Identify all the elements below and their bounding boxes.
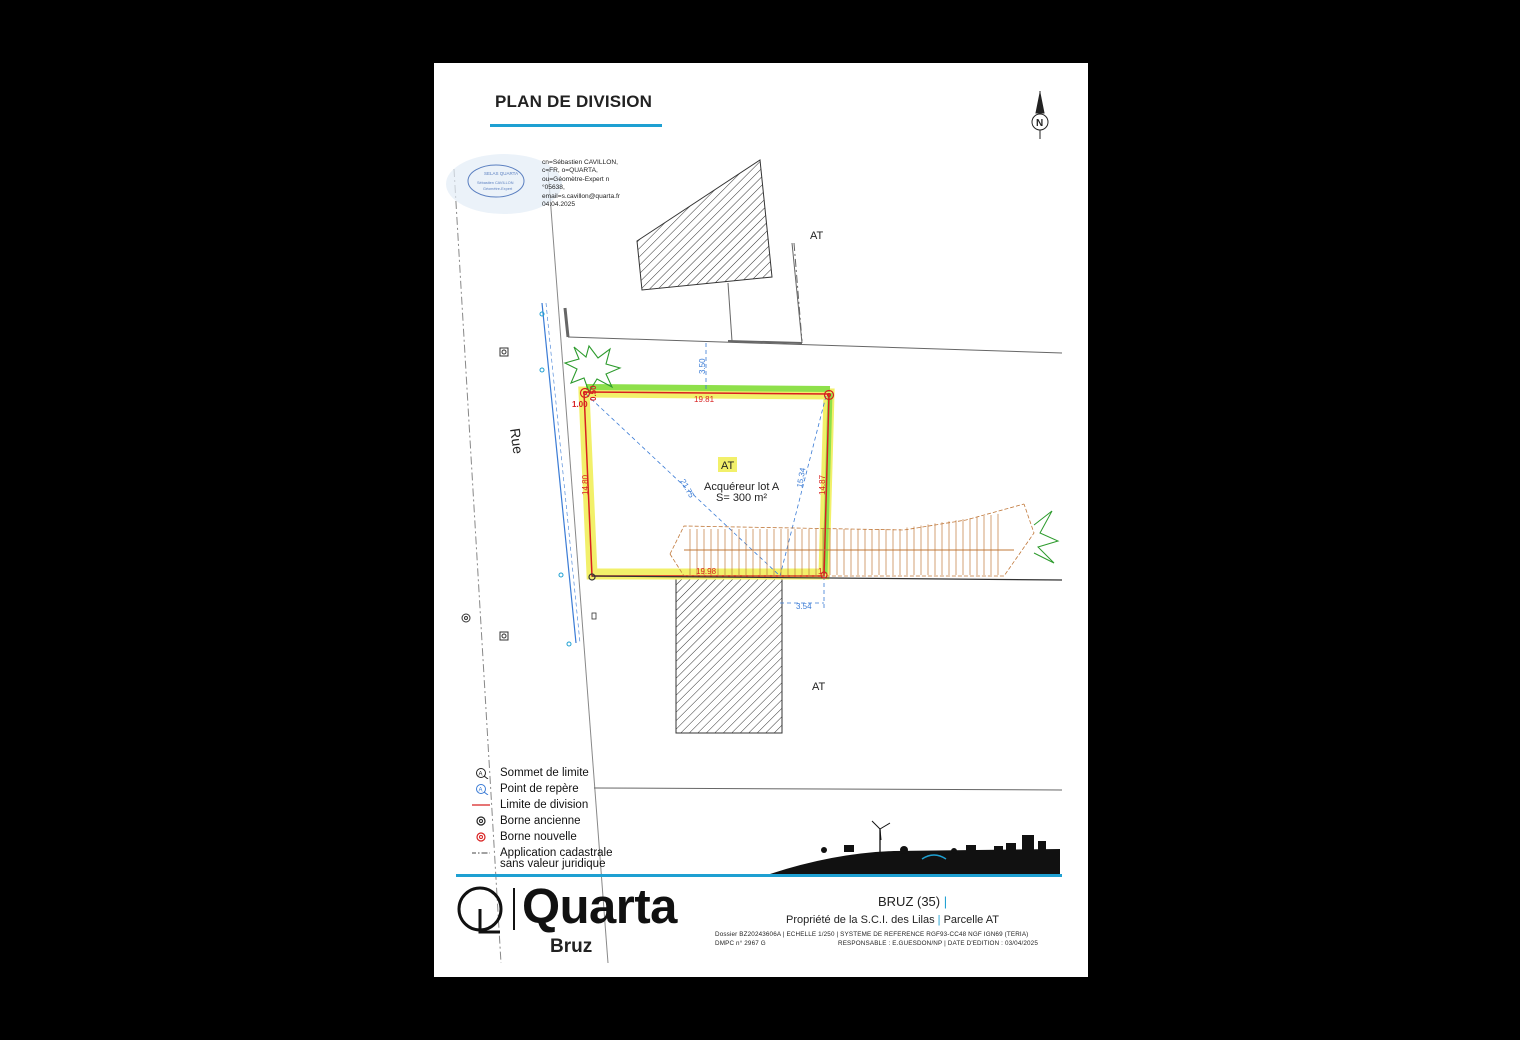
borne-nouvelle-icon xyxy=(472,831,490,843)
dim-bottom: 19.98 xyxy=(696,567,717,576)
svg-text:SELAS QUARTA: SELAS QUARTA xyxy=(484,171,519,176)
dim-offset-bottom: 3.54 xyxy=(796,602,812,611)
street-label: Rue xyxy=(507,427,527,455)
repere-icon xyxy=(472,783,490,795)
legend-item: Borne ancienne xyxy=(466,813,613,829)
svg-text:Géomètre-Expert: Géomètre-Expert xyxy=(483,187,513,191)
parcel-label-lot: AT xyxy=(721,460,735,472)
legend xyxy=(466,765,613,872)
legend-item: Limite de division xyxy=(466,797,613,813)
legend-item: A Point de repère xyxy=(466,781,613,797)
parcel-label-north: AT xyxy=(810,230,824,242)
ramp-ticks xyxy=(690,514,998,575)
plan-sheet xyxy=(434,63,1088,977)
limite-icon xyxy=(472,799,490,811)
building-north xyxy=(637,160,772,290)
signature-line: ou=Géomètre-Expert n xyxy=(542,175,610,183)
brand-name: Quarta xyxy=(522,880,677,934)
logo-separator xyxy=(513,888,515,930)
signature-line: email=s.cavillon@quarta.fr xyxy=(542,192,620,200)
parcel-boundaries xyxy=(565,243,1062,790)
dim-right: 14.87 xyxy=(818,474,827,495)
dim-diag1: 21.75 xyxy=(678,477,697,500)
building-south xyxy=(676,579,782,733)
footer-dmpc: DMPC n° 2967 G xyxy=(715,940,766,947)
dim-diag2: 15.34 xyxy=(795,467,808,489)
dim-left: 14.80 xyxy=(581,474,590,495)
page-title: PLAN DE DIVISION xyxy=(495,92,653,111)
ramp-end-tree xyxy=(1034,511,1058,563)
parcel-label-south: AT xyxy=(812,681,826,693)
signature-line: c=FR, o=QUARTA, xyxy=(542,167,598,175)
footer-owner: Propriété de la S.C.I. des Lilas | Parcelle AT xyxy=(786,914,999,926)
dim-corner-c: 1 xyxy=(818,567,823,576)
legend-item: Borne nouvelle xyxy=(466,829,613,845)
svg-text:Sébastien CAVILLON: Sébastien CAVILLON xyxy=(477,181,514,185)
signature-line: 04.04.2025 xyxy=(542,201,576,209)
borne-ancienne-icon xyxy=(472,815,490,827)
footer-city: BRUZ (35) | xyxy=(878,894,948,909)
road-markers xyxy=(462,312,571,646)
dim-corner-b: 0.50 xyxy=(589,385,598,401)
dim-corner-a: 1.00 xyxy=(572,400,588,409)
footer-responsable: RESPONSABLE : E.GUESDON/NP | DATE D'EDITION : 03/04/2025 xyxy=(838,940,1038,947)
footer-dossier: Dossier BZ20243606A | ECHELLE 1/250 | SYSTEME DE REFERENCE RGF93-CC48 NGF IGN69 (TERIA) xyxy=(715,931,1029,938)
lot-area: S= 300 m² xyxy=(716,492,768,504)
sommet-icon xyxy=(472,767,490,779)
quarta-q-icon xyxy=(459,888,501,932)
title-underline xyxy=(490,124,662,127)
dim-offset-top: 3.50 xyxy=(698,358,707,374)
skyline-illustration xyxy=(770,821,1060,874)
dim-top: 19.81 xyxy=(694,395,715,404)
svg-text:N: N xyxy=(1036,118,1044,129)
digital-signature xyxy=(542,159,620,209)
brand-office: Bruz xyxy=(550,936,593,957)
ramp xyxy=(670,504,1034,576)
svg-text:A: A xyxy=(478,771,483,778)
signature-line: cn=Sébastien CAVILLON, xyxy=(542,159,618,166)
north-arrow-icon xyxy=(1032,91,1048,139)
cadastrale-icon xyxy=(472,847,490,859)
legend-item: Application cadastrale sans valeur juridique xyxy=(466,845,613,872)
lot-name: Acquéreur lot A xyxy=(704,481,780,493)
svg-text:A: A xyxy=(478,787,483,794)
footer-divider xyxy=(456,874,1062,877)
signature-line: °05638, xyxy=(542,184,565,192)
legend-item: A Sommet de limite xyxy=(466,765,613,781)
